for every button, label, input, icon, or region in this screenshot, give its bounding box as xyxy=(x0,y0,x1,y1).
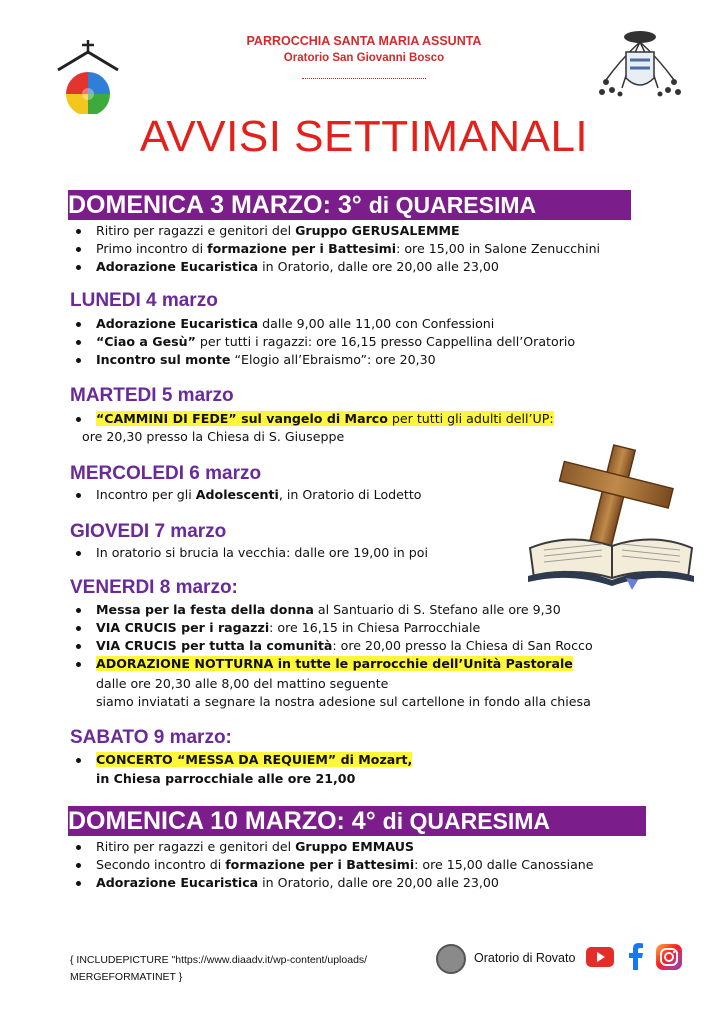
section-banner-sunday-3 xyxy=(68,190,631,220)
thursday-list xyxy=(70,544,428,562)
day-heading-tuesday: MARTEDI 5 marzo xyxy=(70,385,234,406)
parish-name: PARROCCHIA SANTA MARIA ASSUNTA xyxy=(246,34,482,48)
list-item: Incontro per gli Adolescenti, in Oratorio di Lodetto xyxy=(70,486,422,504)
list-item: “Ciao a Gesù” per tutti i ragazzi: ore 16,15 presso Cappellina dell’Oratorio xyxy=(70,333,575,351)
list-item: VIA CRUCIS per i ragazzi: ore 16,15 in Chiesa Parrocchiale xyxy=(70,619,593,637)
day-heading-monday: LUNEDI 4 marzo xyxy=(70,290,218,311)
bishop-coat-of-arms-icon xyxy=(592,28,688,102)
play-icon xyxy=(586,947,614,967)
list-item: CONCERTO “MESSA DA REQUIEM” di Mozart, xyxy=(70,751,412,769)
header-divider xyxy=(302,78,426,80)
camera-glyph-icon xyxy=(656,944,682,970)
day-heading-saturday: SABATO 9 marzo: xyxy=(70,727,232,748)
instagram-icon[interactable] xyxy=(656,944,682,970)
friday-continuation-2: siamo inviatati a segnare la nostra adesione sul cartellone in fondo alla chiesa xyxy=(96,694,591,709)
youtube-icon[interactable] xyxy=(586,947,614,967)
list-item: Adorazione Eucaristica in Oratorio, dalle ore 20,00 alle 23,00 xyxy=(70,874,594,892)
list-item: Ritiro per ragazzi e genitori del Gruppo EMMAUS xyxy=(70,838,594,856)
monday-list xyxy=(70,315,575,369)
sunday-10-list xyxy=(70,838,594,892)
list-item: Ritiro per ragazzi e genitori del Gruppo GERUSALEMME xyxy=(70,222,600,240)
section-banner-sunday-10 xyxy=(68,806,646,836)
oratorio-name: Oratorio San Giovanni Bosco xyxy=(283,52,445,64)
tuesday-continuation: ore 20,30 presso la Chiesa di S. Giuseppe xyxy=(82,429,345,444)
oratorio-logo xyxy=(436,944,466,974)
banner-date: DOMENICA 3 MARZO: 3° xyxy=(68,191,369,219)
tuesday-list xyxy=(70,410,554,428)
list-item: Incontro sul monte “Elogio all’Ebraismo”: ore 20,30 xyxy=(70,351,575,369)
list-item: Messa per la festa della donna al Santuario di S. Stefano alle ore 9,30 xyxy=(70,601,593,619)
saturday-list xyxy=(70,751,412,769)
field-code-line-2: MERGEFORMATINET } xyxy=(70,971,183,983)
list-item: Adorazione Eucaristica in Oratorio, dalle ore 20,00 alle 23,00 xyxy=(70,258,600,276)
sunday-3-list xyxy=(70,222,600,276)
day-heading-thursday: GIOVEDI 7 marzo xyxy=(70,521,227,542)
day-heading-friday: VENERDI 8 marzo: xyxy=(70,577,238,598)
banner-season: di QUARESIMA xyxy=(382,808,551,834)
banner-date: DOMENICA 10 MARZO: 4° xyxy=(68,807,383,835)
friday-list xyxy=(70,601,593,673)
parish-puzzle-logo xyxy=(52,38,124,114)
list-item: VIA CRUCIS per tutta la comunità: ore 20,00 presso la Chiesa di San Rocco xyxy=(70,637,593,655)
list-item: Primo incontro di formazione per i Battesimi: ore 15,00 in Salone Zenucchini xyxy=(70,240,600,258)
list-item: Secondo incontro di formazione per i Battesimi: ore 15,00 dalle Canossiane xyxy=(70,856,594,874)
friday-continuation-1: dalle ore 20,30 alle 8,00 del mattino seguente xyxy=(96,676,389,691)
wednesday-list xyxy=(70,486,422,504)
facebook-icon[interactable] xyxy=(622,942,648,970)
page-title: AVVISI SETTIMANALI xyxy=(139,112,589,161)
day-heading-wednesday: MERCOLEDI 6 marzo xyxy=(70,463,262,484)
cross-and-bible-illustration xyxy=(520,440,700,590)
saturday-continuation: in Chiesa parrocchiale alle ore 21,00 xyxy=(96,771,356,786)
banner-season: di QUARESIMA xyxy=(368,192,537,218)
list-item: “CAMMINI DI FEDE” sul vangelo di Marco per tutti gli adulti dell’UP: xyxy=(70,410,554,428)
list-item: Adorazione Eucaristica dalle 9,00 alle 11,00 con Confessioni xyxy=(70,315,575,333)
field-code-line-1: { INCLUDEPICTURE "https://www.diaadv.it/wp-content/uploads/ xyxy=(70,954,368,966)
list-item: In oratorio si brucia la vecchia: dalle ore 19,00 in poi xyxy=(70,544,428,562)
list-item: ADORAZIONE NOTTURNA in tutte le parrocchie dell’Unità Pastorale xyxy=(70,655,593,673)
oratorio-name-footer: Oratorio di Rovato xyxy=(474,951,576,965)
